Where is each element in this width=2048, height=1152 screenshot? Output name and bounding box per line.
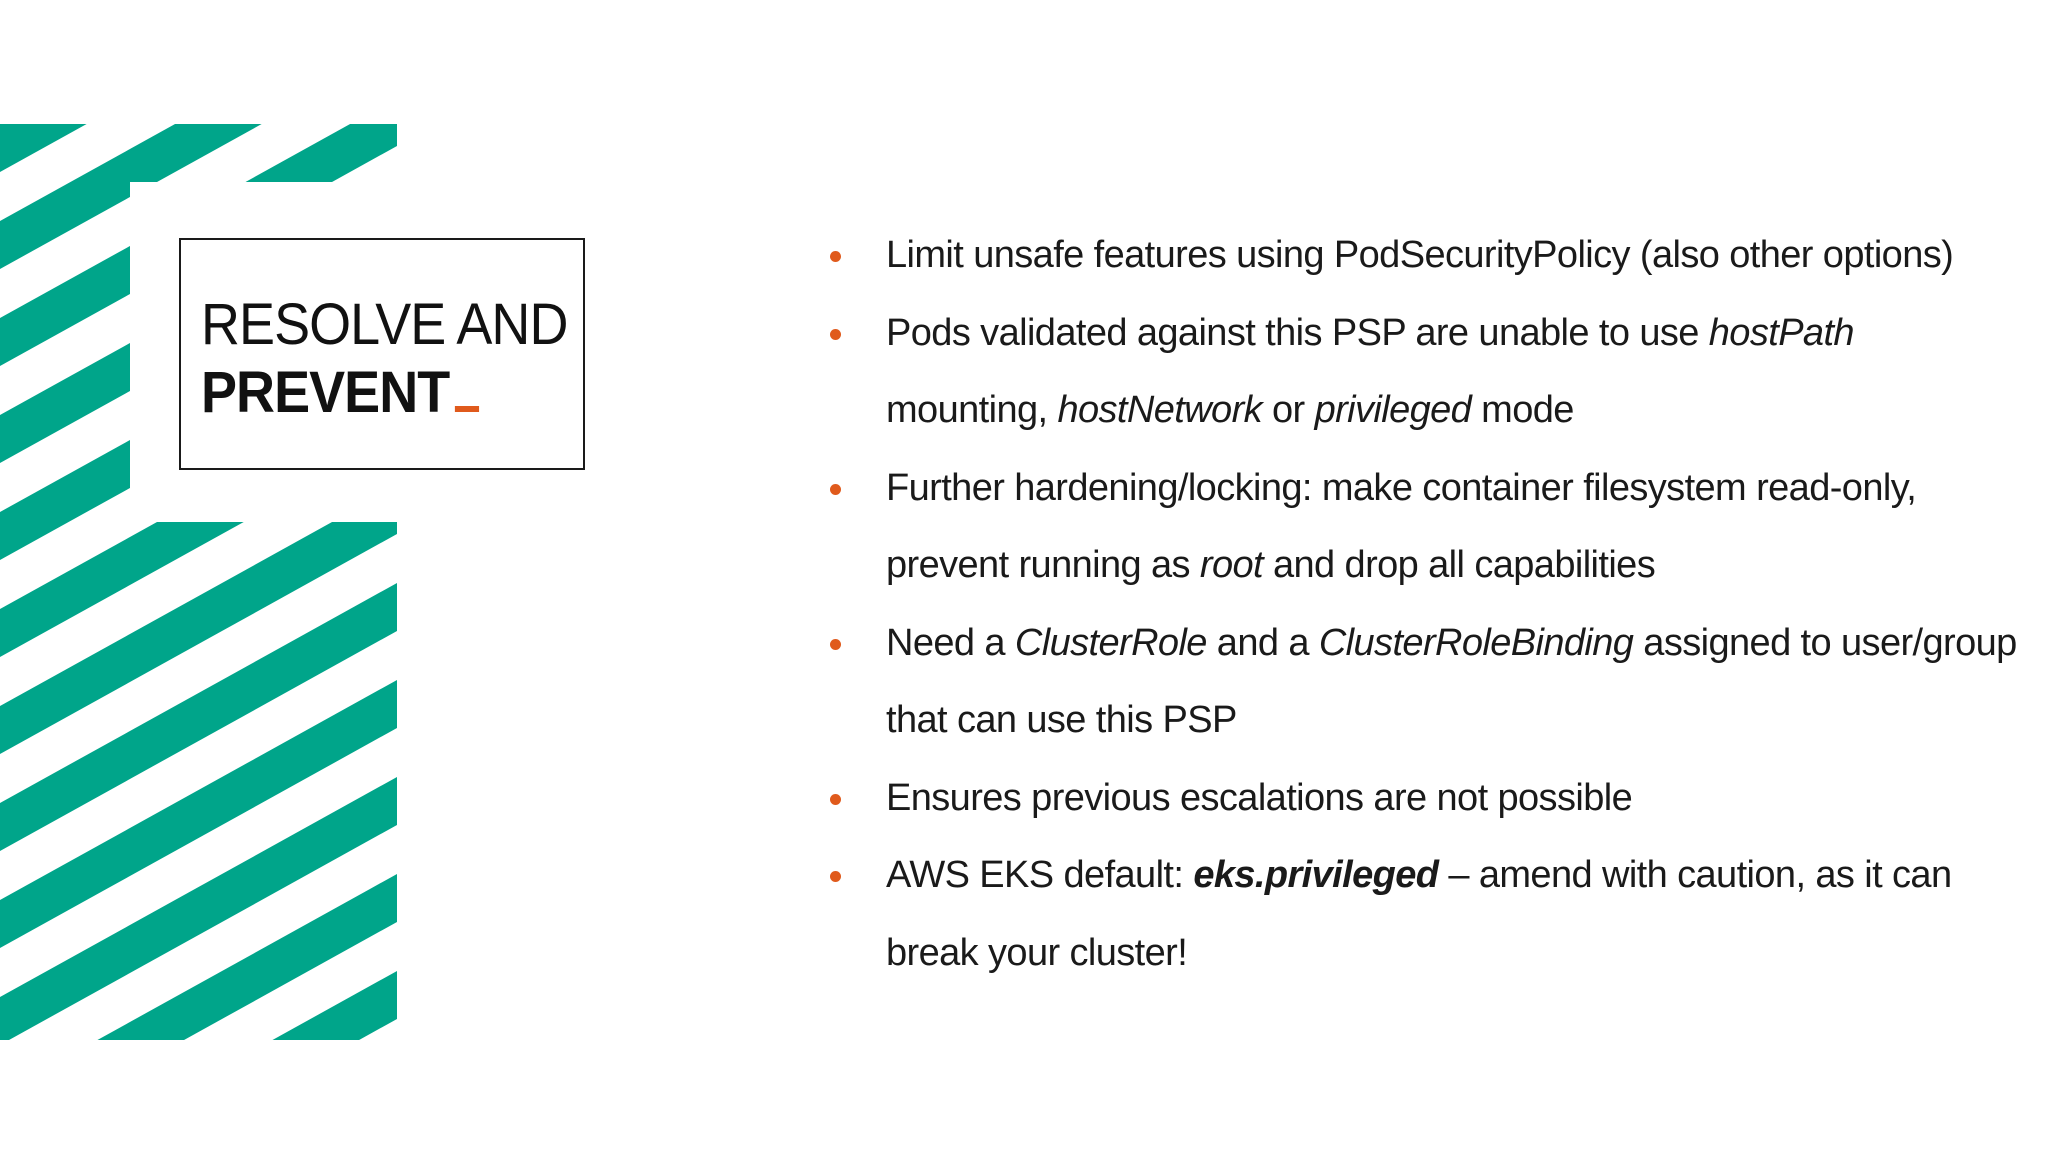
bullet-text-segment: Limit unsafe features using PodSecurityPolicy (also other options) <box>886 234 1954 276</box>
bullet-dot-icon <box>830 794 841 805</box>
bullet-text-segment: hostPath <box>1708 311 1854 354</box>
bullet-text <box>886 622 2017 742</box>
bullet-item <box>830 450 2020 605</box>
bullet-text-segment: hostNetwork <box>1057 389 1263 431</box>
bullet-text-segment: eks.privileged <box>1193 854 1439 896</box>
bullet-text <box>886 777 1632 819</box>
title-line-1: RESOLVE AND <box>201 292 568 357</box>
bullet-text <box>886 467 1916 587</box>
bullet-text-segment: Need a <box>886 621 1015 664</box>
bullet-item <box>830 760 2020 838</box>
bullet-text-segment: mode <box>1471 389 1574 431</box>
bullet-text-segment: – amend with caution, as it can break your cluster! <box>886 854 1952 974</box>
bullet-text-segment: AWS EKS default: <box>886 854 1194 896</box>
bullet-text-segment: privileged <box>1314 389 1472 431</box>
bullet-dot-icon <box>830 251 841 262</box>
bullet-text <box>886 312 1854 432</box>
title-line-2-text: PREVENT <box>201 360 450 425</box>
bullet-list <box>830 217 2020 992</box>
bullet-text-segment: and a <box>1206 621 1319 664</box>
bullet-item <box>830 605 2020 760</box>
bullet-text <box>886 854 1951 974</box>
bullet-text-segment: Pods validated against this PSP are unable to use <box>886 311 1709 354</box>
bullet-text-segment: ClusterRole <box>1014 621 1207 664</box>
bullet-text-segment: ClusterRoleBinding <box>1318 621 1634 664</box>
bullet-text-segment: mounting, <box>886 389 1058 431</box>
bullet-text-segment: assigned to user/group that can use this PSP <box>886 621 2017 741</box>
bullet-item <box>830 295 2020 450</box>
section-title-box <box>179 238 585 470</box>
title-line-2 <box>201 360 556 426</box>
bullet-text-segment: or <box>1262 389 1315 431</box>
bullet-item <box>830 217 2020 295</box>
bullet-dot-icon <box>830 484 841 495</box>
bullet-item <box>830 837 2020 992</box>
bullet-text-segment: and drop all capabilities <box>1263 544 1656 586</box>
underscore-cursor-icon <box>455 406 479 412</box>
bullet-text-segment: Further hardening/locking: make container filesystem read-only, prevent running as <box>886 466 1917 586</box>
bullet-text <box>886 234 1953 276</box>
bullet-text-segment: root <box>1199 544 1264 586</box>
bullet-text-segment: Ensures previous escalations are not possible <box>886 776 1633 819</box>
bullet-dot-icon <box>830 329 841 340</box>
bullet-dot-icon <box>830 639 841 650</box>
bullet-dot-icon <box>830 871 841 882</box>
